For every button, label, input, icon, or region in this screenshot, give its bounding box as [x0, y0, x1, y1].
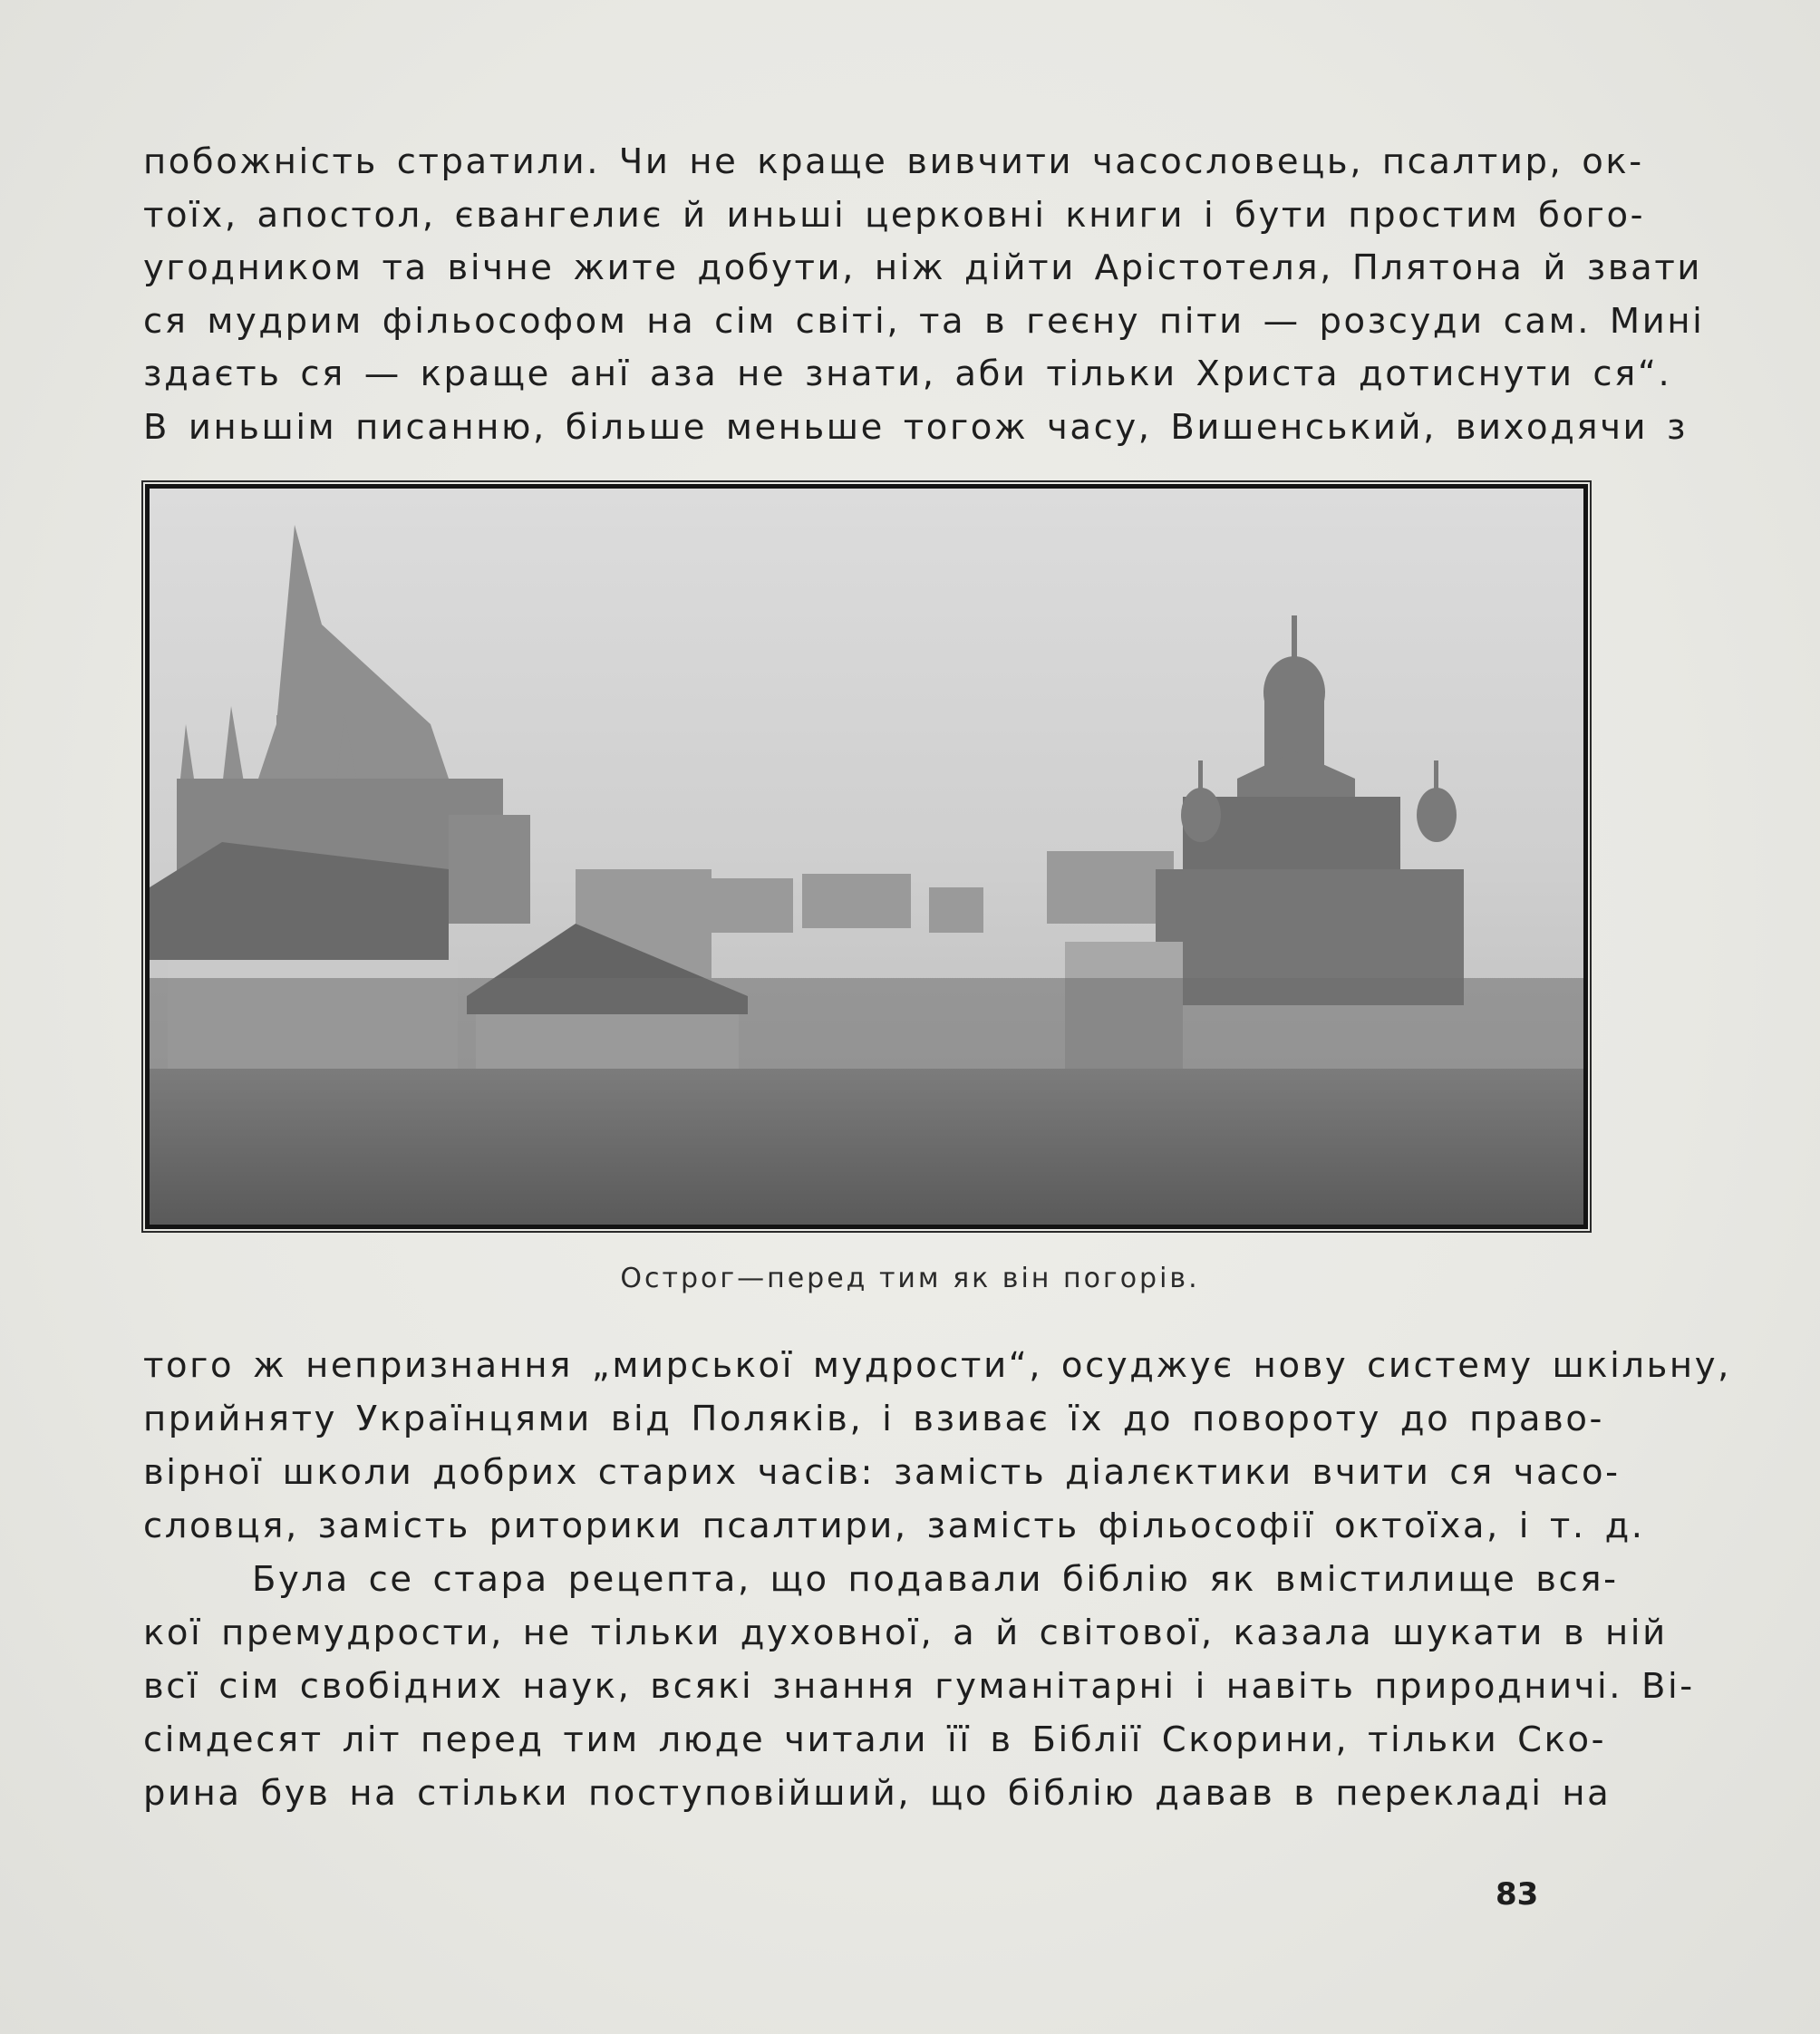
text-line: угодником та вічне жите добути, ніж дійти Арістотеля, Плятона й звати: [143, 247, 1702, 288]
text-line: здаєть ся — краще анї аза не знати, аби тільки Христа дотиснути ся“.: [143, 354, 1672, 394]
photo-illustration: [150, 489, 1583, 1225]
ground: [150, 1069, 1583, 1225]
text-line: В иньшім писанню, більше меньше тогож часу, Вишенський, виходячи з: [143, 406, 1689, 448]
text-line: всї сім свобідних наук, всякі знання гуманітарні і навіть природничі. Ві-: [143, 1666, 1695, 1707]
text-line: кої премудрости, не тільки духовної, а й світової, казала шукати в ній: [143, 1613, 1668, 1653]
text-line: того ж непризнання „мирської мудрости“, осуджує нову систему шкільну,: [143, 1345, 1731, 1386]
text-line: прийняту Українцями від Поляків, і взиває їх до повороту до право-: [143, 1399, 1605, 1439]
text-line: рина був на стільки поступовійший, що біблію давав в перекладі на: [143, 1773, 1612, 1814]
bottom-paragraph: [143, 1339, 1731, 1820]
text-line: ся мудрим фільософом на сім світі, та в геєну піти — розсуди сам. Мині: [143, 300, 1705, 342]
figure-caption: Острог—перед тим як він погорів.: [620, 1263, 1200, 1294]
ostroh-photograph: [145, 484, 1588, 1229]
page-number: 83: [1496, 1876, 1539, 1913]
text-line: тоїх, апостол, євангелиє й иньші церковні книги і бути простим бого-: [143, 194, 1646, 236]
top-paragraph: [143, 136, 1705, 454]
text-line: словця, замість риторики псалтири, замість фільософії октоїха, і т. д.: [143, 1506, 1645, 1546]
text-line: сімдесят літ перед тим люде читали її в Біблії Скорини, тільки Ско-: [143, 1719, 1607, 1760]
text-line: побожність стратили. Чи не краще вивчити часословець, псалтир, ок-: [143, 141, 1644, 182]
text-line: Була се стара рецепта, що подавали біблію як вмістилище вся-: [252, 1559, 1619, 1600]
text-line: вірної школи добрих старих часів: замість діалєктики вчити ся часо-: [143, 1452, 1621, 1493]
